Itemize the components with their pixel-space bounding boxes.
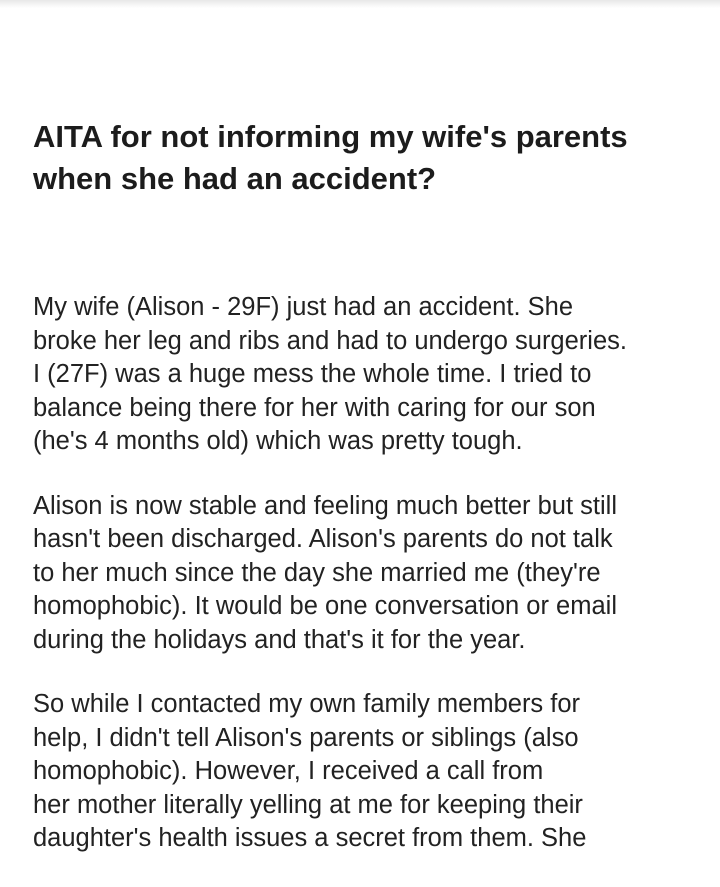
top-edge-shadow	[0, 0, 720, 8]
post-title: AITA for not informing my wife's parents when she had an accident?	[33, 119, 628, 196]
post-paragraph-2: Alison is now stable and feeling much better but still hasn't been discharged. Alison's parents do not talk to her much since the day she married me (they're homophobic). It would be one conversation or email during the holidays and that's it for the year.	[33, 491, 617, 654]
post-paragraph-3: So while I contacted my own family members for help, I didn't tell Alison's parents or siblings (also homophobic). However, I received a call from her mother literally yelling at me for keeping their daughter's health issues a secret from them. She	[33, 690, 587, 852]
post-paragraph-1: My wife (Alison - 29F) just had an accident. She broke her leg and ribs and had to undergo surgeries. I (27F) was a huge mess the whole time. I tried to balance being there for her with caring for our son (he's 4 months old) which was pretty tough.	[33, 293, 627, 455]
post-body	[33, 291, 693, 887]
